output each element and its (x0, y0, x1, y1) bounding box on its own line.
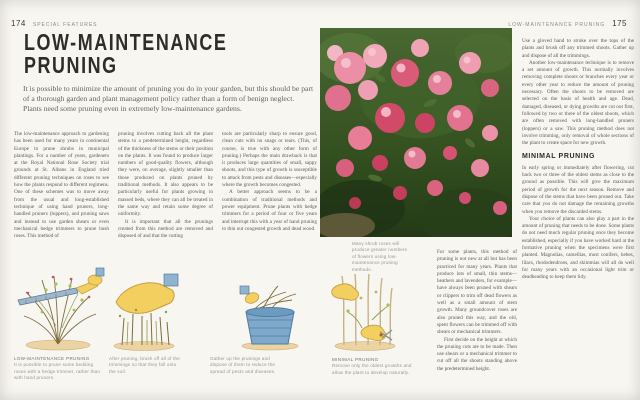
caption-text: Remove only the oldest growths and allow the plant to develop naturally. (332, 363, 412, 375)
subhead-minimal-pruning: MINIMAL PRUNING (522, 153, 596, 161)
body-column-3 (222, 131, 317, 233)
rose-photo (320, 28, 512, 237)
caption-hedge-trimmer (14, 356, 102, 382)
caption-text: Many shrub roses will produce greater numbers of flowers using low-maintenance pruning methods. (352, 241, 408, 272)
minimal-pruning-illustration (328, 268, 402, 352)
rose-photo-image (320, 28, 512, 237)
caption-minimal-pruning (332, 357, 424, 376)
right-column (522, 38, 634, 282)
caption-text: Gather up the prunings and dispose of them to reduce the spread of pests and diseases. (210, 356, 276, 374)
body-paragraph: Another low-maintenance technique is to remove a set amount of growth. This normally involves removing complete shoots or branches every year or every other year to reduce the amount of pruning necessary. Often the shoots to be removed are selected on the basis of health and age. Dead, damaged, diseased, or dying growths are cut out first, followed by two or three of the oldest shoots, which are often removed with long-handled pruners (loppers) or a saw. This pruning method does not involve trimming, only removal of whole sections of the plant to create space for new growth. (522, 59, 634, 147)
left-page-number: 174 (11, 19, 26, 28)
body-paragraph: The low-maintenance approach to gardening has been used for many years in continental Europe to prune shrubs in municipal plantings. For a number of years, gardeners at the Royal National Rose Society trial grounds at St. Albans in England tried different pruning techniques on roses to see how the plants respond to different regimens. One of these schemes was to move away from the usual and long-established technique of using hand pruners, long-handled pruners (loppers), and pruning saws and instead to use garden shears or even mechanical hedge trimmers to prune bush roses. This method of (14, 131, 109, 240)
hedge-trimmer-pruning-illustration (12, 266, 104, 352)
right-header-label: LOW-MAINTENANCE PRUNING (508, 22, 606, 28)
body-paragraph: A better approach seems to be a combination of traditional methods and power equipment. Prune plants with hedge trimmers for a period of four or five years and interrupt this with a year of hand pruning to thin out congested growth and dead wood. (222, 189, 317, 232)
body-paragraph: First decide on the height at which the pruning cuts are to be made. Then use shears or a mechanical trimmer to cut off all the shoots standing above the predetermined height. (437, 336, 517, 372)
intro-paragraph: It is possible to minimize the amount of pruning you do in your garden, but this should be part of a thorough garden and plant management policy rather than a form of benign neglect. Plants need some pruning even in extremely low-maintenance gardens. (23, 84, 314, 113)
caption-label: LOW-MAINTENANCE PRUNING (14, 356, 90, 361)
caption-text: It is possible to prune some bedding roses with a hedge trimmer, rather than with hand pruners. (14, 362, 101, 381)
middle-column (437, 249, 517, 373)
body-column-2 (118, 131, 213, 240)
body-paragraph: Use a gloved hand to stroke over the tops of the plants and brush off any trimmed shoots. Gather up and dispose of all the trimmings. (522, 38, 634, 59)
right-running-head (508, 13, 627, 31)
article-title (24, 31, 227, 77)
brush-off-trimmings-illustration (106, 272, 182, 352)
body-column-1 (14, 131, 109, 240)
caption-text: After pruning, brush off all of the trimmings so that they fall onto the soil. (109, 356, 180, 374)
body-paragraph: It is important that all the prunings created from this method are removed and disposed of and that the cutting (118, 218, 213, 240)
body-paragraph: pruning involves cutting back all the plant stems to a predetermined height, regardless of the thickness of the stems or their position on the plants. It was found to produce larger numbers of good-quality flowers, although they were, on average, slightly smaller than those produced on plants pruned by traditional methods. It also appears to be particularly useful for plants growing in massed beds, where they can all be treated in the same way and retain some degree of uniformity. (118, 131, 213, 218)
body-paragraph: In early spring or immediately after flowering, cut back two or three of the oldest stems as close to the ground as possible. This will give the maximum period of growth for the next season. Remove and dispose of the stems that have been pruned out. Take care that you do not damage the remaining growths when you remove the discarded stems. (522, 164, 634, 215)
body-paragraph: Your choice of plants can also play a part in the amount of pruning that needs to be done. Some plants do not need much regular pruning once they become established, especially if you have worked hard at the formative pruning when the specimens were first planted. Magnolias, camellias, most conifers, hebes, lilacs, rhododendrons, and skimmias will all do well for many years with an occasional light trim or deadheading to keep them tidy. (522, 215, 634, 281)
article-title-line1: LOW-MAINTENANCE (24, 29, 228, 55)
body-paragraph: For some plants, this method of pruning is not new at all but has been practiced for many years. Plants that produce lots of small, thin stems—heathers and lavenders, for example—have always been pruned with shears or clippers to trim off dead flowers as well as a small amount of stem growth. Many groundcover roses are also pruned this way, and the old, spent flowers can be trimmed off with shears or mechanical trimmers. (437, 249, 517, 336)
caption-gather-prunings (210, 356, 284, 375)
article-title-line2: PRUNING (24, 52, 118, 78)
caption-label: MINIMAL PRUNING (332, 357, 379, 362)
right-page-number: 175 (612, 19, 627, 28)
gather-prunings-basket-illustration (232, 282, 304, 352)
caption-brush-off (109, 356, 181, 375)
body-paragraph: tools are particularly sharp to ensure good, clean cuts with no snags or tears. (This, of course, is true with any other form of pruning.) Perhaps the main drawback is that it produces large quantities of small, sappy shoots, and this type of growth is susceptible to attack from pests and diseases—especially where the growth becomes congested. (222, 131, 317, 189)
section-label: SPECIAL FEATURES (32, 22, 98, 28)
